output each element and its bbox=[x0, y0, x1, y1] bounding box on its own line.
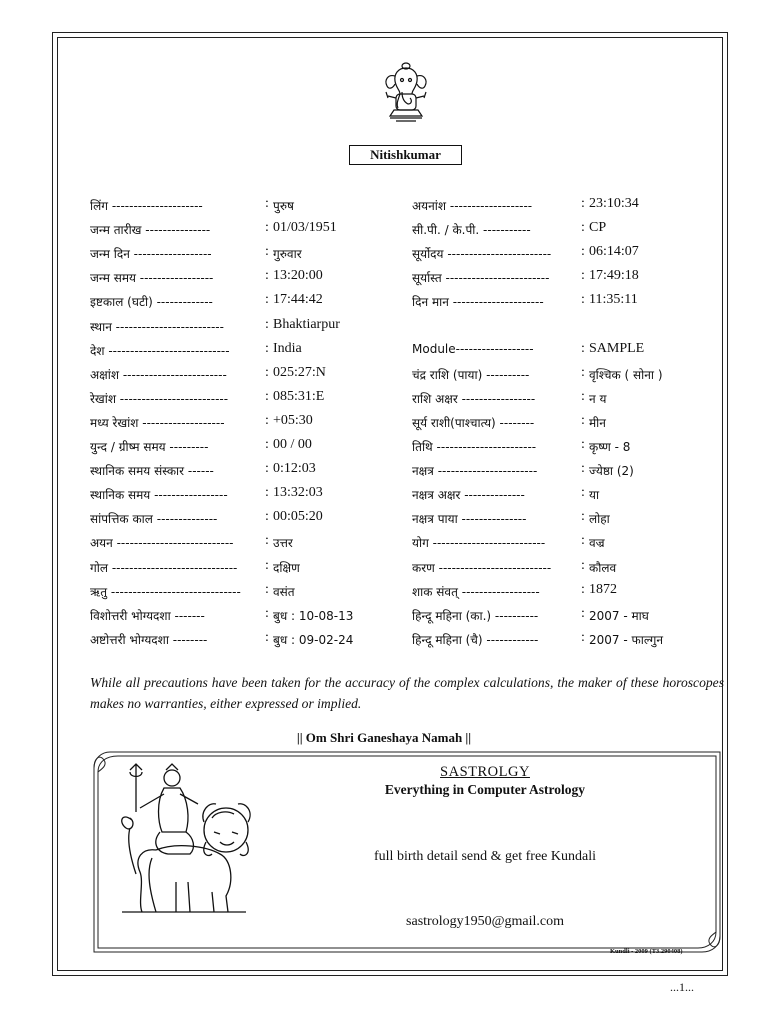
left-separator: : bbox=[265, 461, 269, 477]
right-label: सूर्य राशी(पाश्चात्य) -------- bbox=[412, 415, 535, 430]
left-label: अष्टोत्तरी भोग्यदशा -------- bbox=[90, 632, 208, 647]
right-separator: : bbox=[581, 364, 585, 380]
right-value: 1872 bbox=[589, 581, 617, 597]
right-separator: : bbox=[581, 557, 585, 573]
left-label: स्थान ------------------------- bbox=[90, 319, 224, 334]
left-value: गुरुवार bbox=[273, 247, 302, 262]
brand-name: SASTROLGY bbox=[440, 764, 530, 780]
left-label: मध्य रेखांश ------------------- bbox=[90, 415, 225, 430]
right-value: 2007 - माघ bbox=[589, 608, 649, 623]
left-separator: : bbox=[265, 605, 269, 621]
left-label: जन्म समय ----------------- bbox=[90, 271, 214, 286]
left-value: बुध : 10-08-13 bbox=[273, 608, 354, 623]
left-label: रेखांश ------------------------- bbox=[90, 391, 229, 406]
right-separator: : bbox=[581, 220, 585, 236]
right-separator: : bbox=[581, 581, 585, 597]
ganesha-icon bbox=[378, 62, 434, 124]
right-value: मीन bbox=[589, 415, 606, 430]
left-separator: : bbox=[265, 437, 269, 452]
right-label: नक्षत्र ----------------------- bbox=[412, 464, 538, 479]
right-separator: : bbox=[581, 196, 585, 211]
right-separator: : bbox=[581, 268, 585, 284]
left-separator: : bbox=[265, 364, 269, 380]
left-label: स्थानिक समय संस्कार ------ bbox=[90, 464, 214, 479]
left-value: 01/03/1951 bbox=[273, 220, 337, 236]
disclaimer-text: While all precautions have been taken for the accuracy of the complex calculations, the maker of these horoscopes makes no warranties, either expressed or implied. bbox=[90, 675, 724, 711]
left-label: जन्म तारीख --------------- bbox=[90, 223, 211, 238]
left-value: दक्षिण bbox=[273, 560, 300, 575]
native-name-box: Nitishkumar bbox=[349, 145, 462, 165]
page-number: ...1... bbox=[670, 980, 694, 994]
right-separator: : bbox=[581, 244, 585, 260]
left-value: India bbox=[273, 340, 302, 356]
left-separator: : bbox=[265, 509, 269, 525]
right-label: राशि अक्षर ----------------- bbox=[412, 391, 536, 406]
right-label: अयनांश ------------------- bbox=[412, 199, 533, 213]
left-label: इष्टकाल (घटी) ------------- bbox=[90, 295, 213, 310]
left-separator: : bbox=[265, 244, 269, 260]
right-value: ज्येष्ठा (2) bbox=[589, 464, 634, 479]
durga-on-lion-icon bbox=[116, 762, 266, 922]
right-separator: : bbox=[581, 437, 585, 452]
software-version-code: Kundli - 2009 (T3.290408) bbox=[610, 948, 683, 955]
left-value: 13:32:03 bbox=[273, 485, 323, 501]
right-label: शाक संवत् ------------------ bbox=[412, 584, 540, 599]
right-separator: : bbox=[581, 388, 585, 404]
om-shri-ganeshaya-line: || Om Shri Ganeshaya Namah || bbox=[296, 730, 472, 745]
right-separator: : bbox=[581, 292, 585, 308]
left-value: 00:05:20 bbox=[273, 509, 323, 525]
right-value: 06:14:07 bbox=[589, 244, 639, 260]
left-separator: : bbox=[265, 629, 269, 645]
right-label: सी.पी. / के.पी. ----------- bbox=[412, 223, 531, 238]
left-separator: : bbox=[265, 485, 269, 501]
left-label: गोल ----------------------------- bbox=[90, 560, 238, 575]
left-label: जन्म दिन ------------------ bbox=[90, 247, 212, 262]
right-label: हिन्दू महिना (चै) ------------ bbox=[412, 632, 539, 647]
right-label: करण -------------------------- bbox=[412, 560, 552, 575]
right-label: सूर्योदय ------------------------ bbox=[412, 247, 552, 262]
right-label: तिथि ----------------------- bbox=[412, 440, 537, 454]
right-separator: : bbox=[581, 533, 585, 549]
left-value: +05:30 bbox=[273, 412, 313, 428]
right-label: नक्षत्र अक्षर -------------- bbox=[412, 488, 525, 503]
left-label: सांपत्तिक काल -------------- bbox=[90, 512, 218, 527]
right-value: 11:35:11 bbox=[589, 292, 638, 308]
left-value: पुरुष bbox=[273, 199, 294, 213]
left-value: 025:27:N bbox=[273, 364, 326, 380]
right-separator: : bbox=[581, 629, 585, 645]
left-separator: : bbox=[265, 292, 269, 308]
left-separator: : bbox=[265, 220, 269, 236]
left-value: 00 / 00 bbox=[273, 437, 312, 452]
right-label: Module------------------ bbox=[412, 341, 534, 356]
right-value: या bbox=[589, 488, 600, 503]
left-separator: : bbox=[265, 340, 269, 356]
right-label: चंद्र राशि (पाया) ---------- bbox=[412, 367, 530, 382]
right-separator: : bbox=[581, 340, 585, 356]
right-label: दिन मान --------------------- bbox=[412, 295, 544, 310]
right-value: कृष्ण - 8 bbox=[589, 440, 631, 454]
left-value: Bhaktiarpur bbox=[273, 316, 340, 332]
right-separator: : bbox=[581, 605, 585, 621]
left-value: 17:44:42 bbox=[273, 292, 323, 308]
left-separator: : bbox=[265, 557, 269, 573]
right-label: हिन्दू महिना (का.) ---------- bbox=[412, 608, 539, 623]
left-value: 13:20:00 bbox=[273, 268, 323, 284]
left-label: विशोत्तरी भोग्यदशा ------- bbox=[90, 608, 205, 623]
right-value: कौलव bbox=[589, 560, 617, 575]
contact-email[interactable]: sastrology1950@gmail.com bbox=[406, 914, 564, 929]
left-label: ऋतु ------------------------------ bbox=[90, 584, 241, 599]
brand-tagline: Everything in Computer Astrology bbox=[384, 782, 586, 797]
right-label: नक्षत्र पाया --------------- bbox=[412, 512, 527, 527]
right-value: CP bbox=[589, 220, 607, 236]
left-value: उत्तर bbox=[273, 536, 293, 551]
left-label: देश ---------------------------- bbox=[90, 343, 230, 358]
left-value: 085:31:E bbox=[273, 388, 325, 404]
right-value: 17:49:18 bbox=[589, 268, 639, 284]
right-separator: : bbox=[581, 485, 585, 501]
right-value: 2007 - फाल्गुन bbox=[589, 632, 663, 647]
right-separator: : bbox=[581, 461, 585, 477]
right-value: SAMPLE bbox=[589, 340, 645, 356]
left-label: अक्षांश ------------------------ bbox=[90, 367, 227, 382]
right-value: 23:10:34 bbox=[589, 196, 639, 211]
left-value: वसंत bbox=[273, 584, 295, 599]
left-label: अयन --------------------------- bbox=[90, 536, 234, 551]
left-label: युन्द / ग्रीष्म समय --------- bbox=[90, 440, 209, 454]
right-value: वृश्चिक ( सोना ) bbox=[589, 367, 663, 382]
right-value: न य bbox=[589, 391, 607, 406]
left-separator: : bbox=[265, 196, 269, 211]
right-separator: : bbox=[581, 412, 585, 428]
left-value: 0:12:03 bbox=[273, 461, 316, 477]
offer-text: full birth detail send & get free Kundali bbox=[374, 849, 596, 864]
right-label: योग -------------------------- bbox=[412, 536, 546, 551]
right-separator: : bbox=[581, 509, 585, 525]
left-label: लिंग --------------------- bbox=[90, 199, 203, 213]
left-label: स्थानिक समय ----------------- bbox=[90, 488, 228, 503]
left-separator: : bbox=[265, 412, 269, 428]
right-value: लोहा bbox=[589, 512, 610, 527]
left-separator: : bbox=[265, 316, 269, 332]
left-separator: : bbox=[265, 533, 269, 549]
left-value: बुध : 09-02-24 bbox=[273, 632, 354, 647]
left-separator: : bbox=[265, 268, 269, 284]
right-label: सूर्यास्त ------------------------ bbox=[412, 271, 550, 286]
left-separator: : bbox=[265, 581, 269, 597]
right-value: वज्र bbox=[589, 536, 605, 551]
left-separator: : bbox=[265, 388, 269, 404]
